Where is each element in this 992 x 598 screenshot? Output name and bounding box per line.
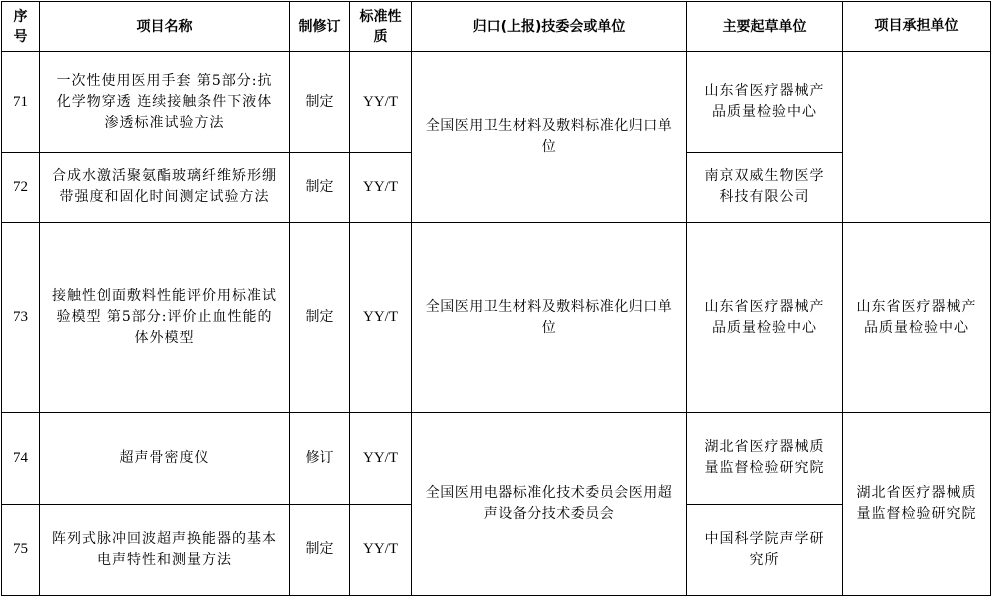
revision-cell: 制定 <box>290 152 350 222</box>
header-nature: 标准性质 <box>350 2 412 52</box>
project-name-cell: 合成水激活聚氨酯玻璃纤维矫形绷带强度和固化时间测定试验方法 <box>40 152 290 222</box>
undertaker-cell: 湖北省医疗器械质量监督检验研究院 <box>843 413 991 596</box>
drafter-cell: 中国科学院声学研究所 <box>687 504 843 596</box>
nature-cell: YY/T <box>350 152 412 222</box>
nature-cell: YY/T <box>350 223 412 413</box>
header-committee: 归口(上报)技委会或单位 <box>412 2 687 52</box>
header-revision: 制修订 <box>290 2 350 52</box>
nature-cell: YY/T <box>350 413 412 504</box>
nature-cell: YY/T <box>350 504 412 596</box>
revision-cell: 制定 <box>290 504 350 596</box>
table-row <box>2 223 991 413</box>
committee-cell: 全国医用电器标准化技术委员会医用超声设备分技术委员会 <box>412 413 687 596</box>
revision-cell: 修订 <box>290 413 350 504</box>
committee-cell: 全国医用卫生材料及敷料标准化归口单位 <box>412 52 687 223</box>
header-name: 项目名称 <box>40 2 290 52</box>
undertaker-cell-empty <box>843 52 991 223</box>
seq-cell: 75 <box>2 504 40 596</box>
drafter-cell: 山东省医疗器械产品质量检验中心 <box>687 223 843 413</box>
seq-cell: 73 <box>2 223 40 413</box>
header-row <box>2 2 991 52</box>
drafter-cell: 山东省医疗器械产品质量检验中心 <box>687 52 843 153</box>
seq-cell: 74 <box>2 413 40 504</box>
drafter-cell: 南京双威生物医学科技有限公司 <box>687 152 843 222</box>
standards-table <box>1 1 991 596</box>
drafter-cell: 湖北省医疗器械质量监督检验研究院 <box>687 413 843 504</box>
project-name-cell: 超声骨密度仪 <box>40 413 290 504</box>
seq-cell: 72 <box>2 152 40 222</box>
revision-cell: 制定 <box>290 223 350 413</box>
seq-cell: 71 <box>2 52 40 153</box>
project-name-cell: 一次性使用医用手套 第5部分:抗化学物穿透 连续接触条件下液体渗透标准试验方法 <box>40 52 290 153</box>
undertaker-cell: 山东省医疗器械产品质量检验中心 <box>843 223 991 413</box>
header-undertaker: 项目承担单位 <box>843 2 991 52</box>
project-name-cell: 接触性创面敷料性能评价用标准试验模型 第5部分:评价止血性能的体外模型 <box>40 223 290 413</box>
project-name-cell: 阵列式脉冲回波超声换能器的基本电声特性和测量方法 <box>40 504 290 596</box>
header-seq: 序号 <box>2 2 40 52</box>
table-row <box>2 52 991 153</box>
committee-cell: 全国医用卫生材料及敷料标准化归口单位 <box>412 223 687 413</box>
table-row <box>2 413 991 504</box>
header-drafter: 主要起草单位 <box>687 2 843 52</box>
revision-cell: 制定 <box>290 52 350 153</box>
nature-cell: YY/T <box>350 52 412 153</box>
